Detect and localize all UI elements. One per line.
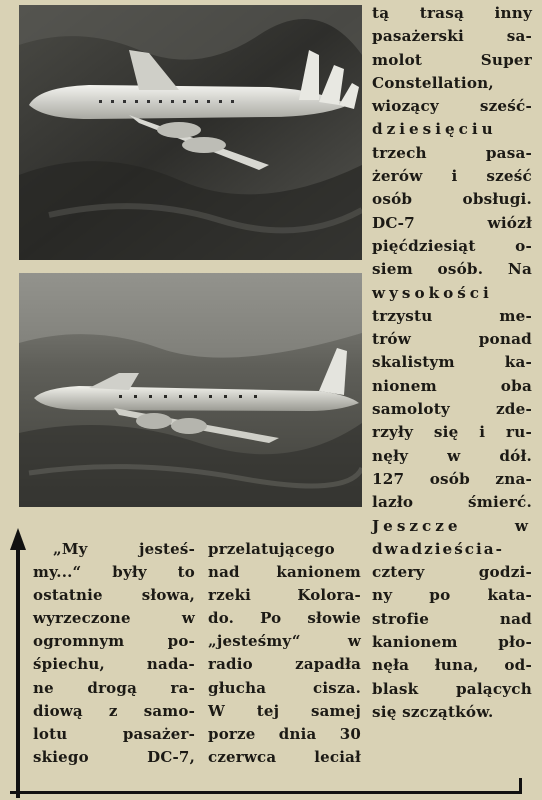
text-line: Constellation, xyxy=(372,73,494,92)
article-left-column xyxy=(33,538,195,769)
text-line: dziesięciu xyxy=(372,120,497,139)
text-line: wysokości xyxy=(372,283,493,302)
text-line: siem osób. Na xyxy=(372,260,532,279)
text-line: blask palących xyxy=(372,679,532,698)
airplane-photo-top xyxy=(19,5,362,260)
text-line: wyrzeczone w xyxy=(33,609,195,628)
text-line: my...“ były to xyxy=(33,563,195,582)
text-line: „jesteśmy“ w xyxy=(208,632,361,651)
text-line: się szczątków. xyxy=(372,702,494,721)
text-line: rzeki Kolora- xyxy=(208,586,361,605)
text-line: cztery godzi- xyxy=(372,563,532,582)
text-line: strofie nad xyxy=(372,609,532,628)
text-line: DC-7 wiózł xyxy=(372,213,532,232)
text-line: „My jesteś- xyxy=(53,540,195,558)
text-line: śpiechu, nada- xyxy=(33,655,195,674)
article-right-column xyxy=(372,2,532,724)
text-line: ogromnym po- xyxy=(33,632,195,651)
text-line: trzystu me- xyxy=(372,306,532,325)
text-line: nionem oba xyxy=(372,376,532,395)
text-line: molot Super xyxy=(372,50,532,69)
text-line: diową z samo- xyxy=(33,701,195,720)
text-line: skiego DC-7, xyxy=(33,747,195,766)
text-line: głucha cisza. xyxy=(208,678,361,697)
text-line: czerwca leciał xyxy=(208,747,361,766)
bottom-rule xyxy=(10,791,522,794)
text-line: Jeszcze w xyxy=(372,516,532,535)
text-line: lotu pasażer- xyxy=(33,724,195,743)
text-line: nęła łuna, od- xyxy=(372,656,532,675)
text-line: tą trasą inny xyxy=(372,4,532,22)
text-line: trzech pasa- xyxy=(372,143,532,162)
text-line: ne drogą ra- xyxy=(33,678,195,697)
text-line: rzyły się i ru- xyxy=(372,423,532,442)
text-line: 127 osób zna- xyxy=(372,469,532,488)
text-line: pasażerski sa- xyxy=(372,27,532,46)
arrow-up-icon xyxy=(8,528,28,798)
photo-dc7-in-flight xyxy=(19,273,362,507)
photo-super-constellation-in-flight xyxy=(19,5,362,260)
text-line: W tej samej xyxy=(208,701,361,720)
text-line: wiozący sześć- xyxy=(372,97,532,116)
text-line: lazło śmierć. xyxy=(372,493,532,512)
text-line: osób obsługi. xyxy=(372,190,532,209)
text-line: porze dnia 30 xyxy=(208,724,361,743)
text-line: radio zapadła xyxy=(208,655,361,674)
text-line: ny po kata- xyxy=(372,586,532,605)
text-line: dwadzieścia- xyxy=(372,539,504,558)
text-line: pięćdziesiąt o- xyxy=(372,236,532,255)
text-line: przelatującego xyxy=(208,540,335,558)
text-line: do. Po słowie xyxy=(208,609,361,628)
text-line: nęły w dół. xyxy=(372,446,532,465)
text-line: żerów i sześć xyxy=(372,167,532,186)
text-line: trów ponad xyxy=(372,330,532,349)
text-line: ostatnie słowa, xyxy=(33,586,195,605)
article-middle-column xyxy=(208,538,361,769)
corner-rule xyxy=(519,778,522,794)
airplane-photo-bottom xyxy=(19,273,362,507)
text-line: nad kanionem xyxy=(208,563,361,582)
text-line: samoloty zde- xyxy=(372,400,532,419)
text-line: skalistym ka- xyxy=(372,353,532,372)
text-line: kanionem pło- xyxy=(372,633,532,652)
